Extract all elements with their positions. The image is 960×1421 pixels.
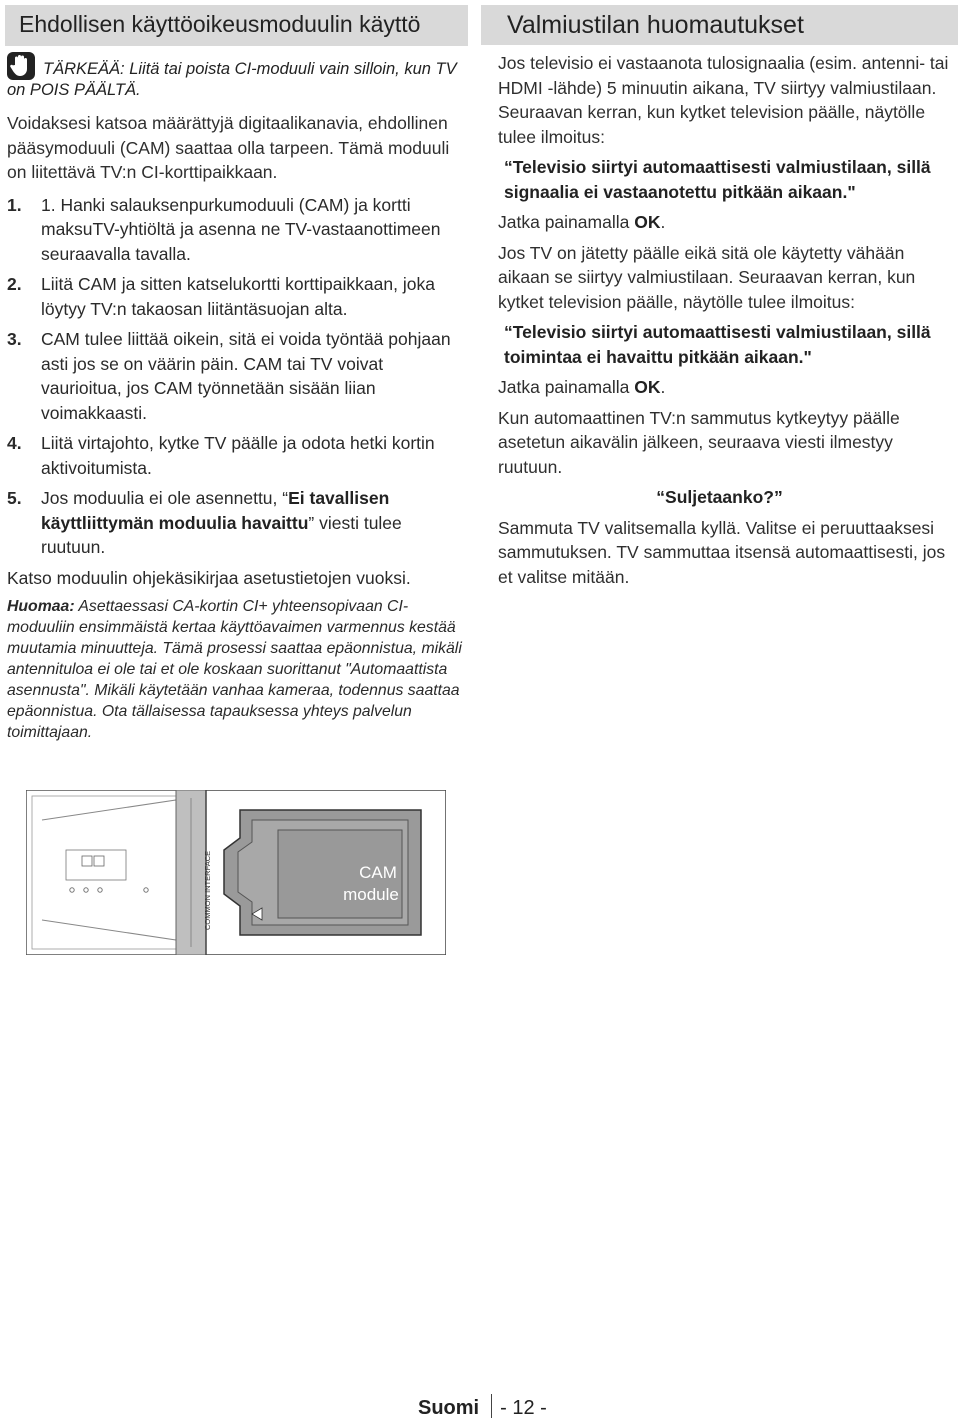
list-item <box>5 193 468 267</box>
shutdown-prompt: “Suljetaanko?” <box>656 487 783 507</box>
standby-message-1: “Televisio siirtyi automaattisesti valmiustilaan, sillä signaalia ei vastaanotettu pitkään aikaan." <box>504 157 931 202</box>
step-text-bold: Ei tavallisen käyttliittymän moduulia havaittu <box>41 488 390 533</box>
note-label: Huomaa: <box>7 597 75 615</box>
manual-reference: Katso moduulin ohjekäsikirjaa asetustietojen vuoksi. <box>7 567 411 588</box>
continue-end: . <box>660 212 666 232</box>
step-text: CAM tulee liittää oikein, sitä ei voida työntää pohjaan asti jos se on väärin päin. CAM tai TV voivat vaurioitua, jos CAM työnnetään sisään liian voimakkaasti. <box>41 329 451 423</box>
step-number: 2. <box>7 274 22 294</box>
install-steps <box>5 193 468 560</box>
continue-instruction-2 <box>481 375 958 400</box>
standby-paragraph-3: Kun automaattinen TV:n sammutus kytkeytyy päälle asetetun aikavälin jälkeen, seuraava viesti ilmestyy ruutuun. <box>498 407 900 477</box>
step-text: Liitä virtajohto, kytke TV päälle ja odota hetki kortin aktivoitumista. <box>41 433 435 478</box>
continue-text: Jatka painamalla <box>498 212 635 232</box>
page-footer <box>418 1394 547 1421</box>
cam-label-line2: module <box>343 885 399 904</box>
standby-message-2: “Televisio siirtyi automaattisesti valmiustilaan, sillä toimintaa ei havaittu pitkään aikaan." <box>504 322 931 367</box>
continue-instruction-1 <box>481 210 958 235</box>
step-text: 1. Hanki salauksenpurkumoduuli (CAM) ja kortti maksuTV-yhtiöltä ja asenna ne TV-vastaanottimeen seuraavalla tavalla. <box>41 194 441 264</box>
list-item <box>5 431 468 480</box>
continue-end: . <box>660 377 666 397</box>
note-text: Asettaessasi CA-kortin CI+ yhteensopivaan CI-moduuliin ensimmäistä kertaa käyttöavaimen varmennus kestää muutamia minuutteja. Tämä prosessi saattaa epäonnistua, mikäli antennituloa ei ole tai et ole koskaan suorittanut "Automaattista asennusta". Mikäli käytetään vanhaa kameraa, todennus saattaa epäonnistua. Ota tällaisessa tapauksessa yhteys palvelun toimittajaan. <box>7 597 462 741</box>
step-text: Liitä CAM ja sitten katselukortti korttipaikkaan, joka löytyy TV:n takaosan liitäntäsuojan alta. <box>41 274 435 319</box>
cam-diagram-svg <box>26 790 446 955</box>
step-number: 3. <box>7 329 22 349</box>
section-heading-standby: Valmiustilan huomautukset <box>481 5 958 45</box>
step-text-before: Jos moduulia ei ole asennettu, “ <box>41 488 289 508</box>
section-heading-cam: Ehdollisen käyttöoikeusmoduulin käyttö <box>5 5 468 46</box>
continue-text: Jatka painamalla <box>498 377 635 397</box>
step-text-after: ” viesti tulee ruutuun. <box>41 512 402 557</box>
step-number: 4. <box>7 433 22 453</box>
hand-warning-icon <box>7 52 35 80</box>
page-number: - 12 - <box>500 1397 547 1419</box>
cam-insertion-diagram <box>26 790 446 955</box>
standby-paragraph-4: Sammuta TV valitsemalla kyllä. Valitse ei peruuttaaksesi sammutuksen. TV sammuttaa itsensä automaattisesti, jos et valitse mitään. <box>498 517 946 587</box>
standby-paragraph-1: Jos televisio ei vastaanota tulosignaalia (esim. antenni- tai HDMI -lähde) 5 minuutin aikana, TV siirtyy valmiustilaan. Seuraavan kerran, kun kytket television päälle, näytölle tulee ilmoitus: <box>498 53 949 147</box>
important-notice <box>7 52 468 101</box>
intro-paragraph: Voidaksesi katsoa määrättyjä digitaalikanavia, ehdollinen pääsymoduuli (CAM) saattaa olla tarpeen. Tämä moduuli on liitettävä TV:n CI-korttipaikkaan. <box>7 113 450 182</box>
step-number: 1. <box>7 194 22 215</box>
list-item <box>5 327 468 425</box>
footer-language: Suomi <box>418 1397 480 1419</box>
right-column <box>481 5 958 589</box>
ok-key-label: OK <box>634 377 661 397</box>
cam-label-line1: CAM <box>359 863 397 882</box>
note-paragraph <box>5 596 468 743</box>
left-column <box>5 5 468 743</box>
list-item <box>5 272 468 321</box>
slot-label: COMMON INTERFACE <box>203 850 212 930</box>
important-text: TÄRKEÄÄ: Liitä tai poista CI-moduuli vain silloin, kun TV on POIS PÄÄLTÄ. <box>7 60 457 99</box>
ok-key-label: OK <box>634 212 661 232</box>
footer-divider <box>491 1394 492 1418</box>
list-item <box>5 486 468 560</box>
step-number: 5. <box>7 488 22 508</box>
standby-paragraph-2: Jos TV on jätetty päälle eikä sitä ole käytetty vähään aikaan se siirtyy valmiustilaan. Seuraavan kerran, kun kytket television päälle, näytölle tulee ilmoitus: <box>498 242 916 312</box>
